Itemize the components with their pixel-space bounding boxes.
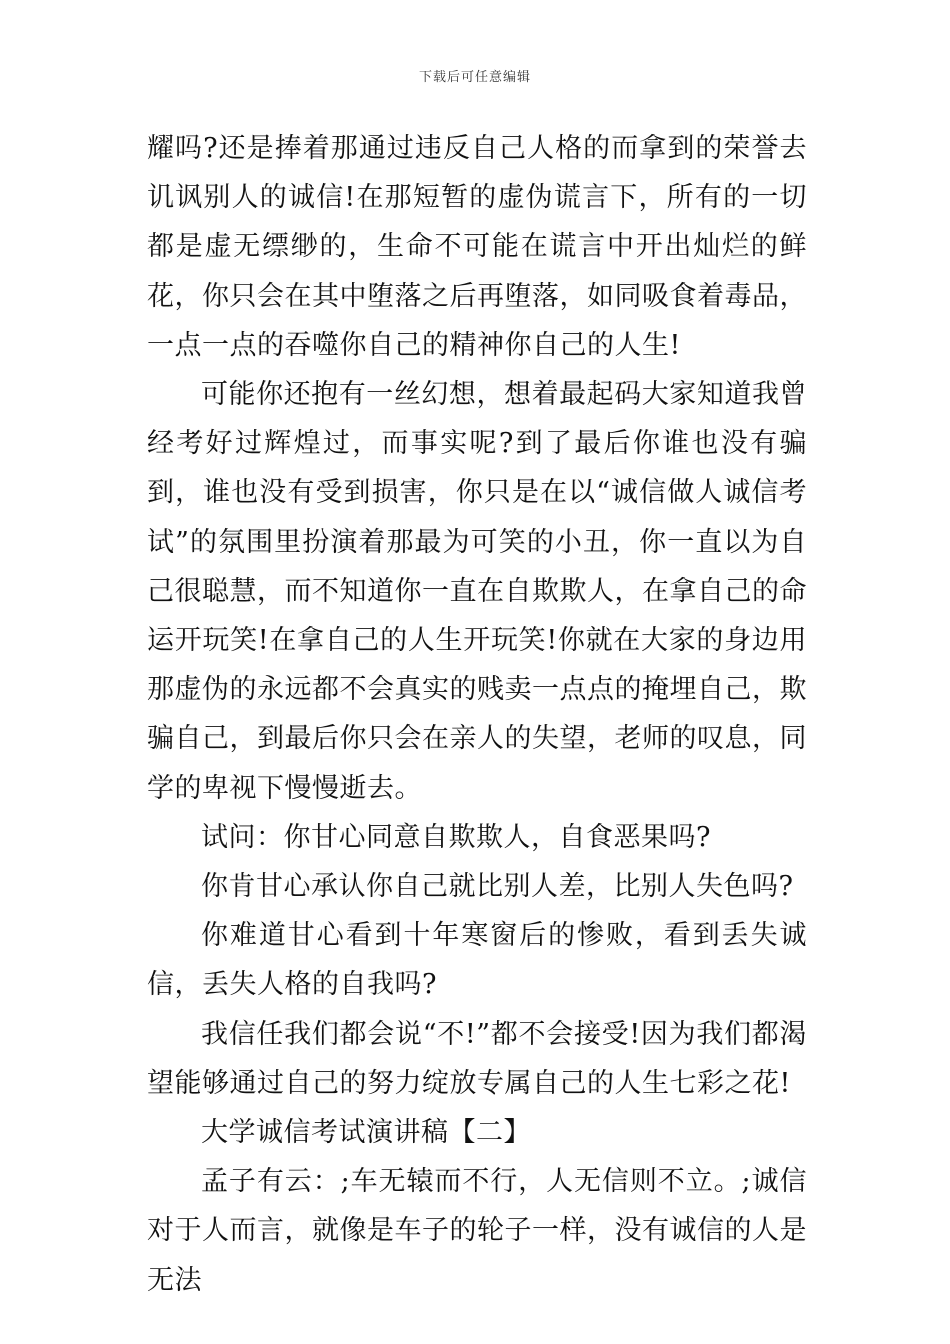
paragraph-question-2: 你肯甘心承认你自己就比别人差，比别人失色吗?	[201, 871, 794, 903]
section-heading: 大学诚信考试演讲稿【二】	[201, 1117, 531, 1149]
page-header-note: 下载后可任意编辑	[418, 70, 531, 85]
paragraph-question-3: 你难道甘心看到十年寒窗后的惨败，看到丢失诚信，丢失人格的自我吗?	[147, 920, 807, 1001]
paragraph-mencius: 孟子有云：;车无辕而不行，人无信则不立。;诚信对于人而言，就像是车子的轮子一样，没有诚信的人是无法	[147, 1166, 807, 1296]
paragraph-continuation: 耀吗?还是捧着那通过违反自己人格的而拿到的荣誉去讥讽别人的诚信!在那短暂的虚伪谎言下，所有的一切都是虚无缥缈的，生命不可能在谎言中开出灿烂的鲜花，你只会在其中堕落之后再堕落，如同吸食着毒品，一点一点的吞噬你自己的精神你自己的人生!	[147, 133, 807, 361]
paragraph-illusion: 可能你还抱有一丝幻想，想着最起码大家知道我曾经考好过辉煌过，而事实呢?到了最后你谁也没有骗到，谁也没有受到损害，你只是在以“诚信做人诚信考试”的氛围里扮演着那最为可笑的小丑，你一直以为自己很聪慧，而不知道你一直在自欺欺人，在拿自己的命运开玩笑!在拿自己的人生开玩笑!你就在大家的身边用那虚伪的永远都不会真实的贱卖一点点的掩埋自己，欺骗自己，到最后你只会在亲人的失望，老师的叹息，同学的卑视下慢慢逝去。	[147, 379, 807, 804]
paragraph-answer: 我信任我们都会说“不!”都不会接受!因为我们都渴望能够通过自己的努力绽放专属自己的人生七彩之花!	[147, 1018, 807, 1099]
paragraph-question-1: 试问：你甘心同意自欺欺人，自食恶果吗?	[201, 821, 711, 853]
document-body	[147, 124, 807, 1305]
